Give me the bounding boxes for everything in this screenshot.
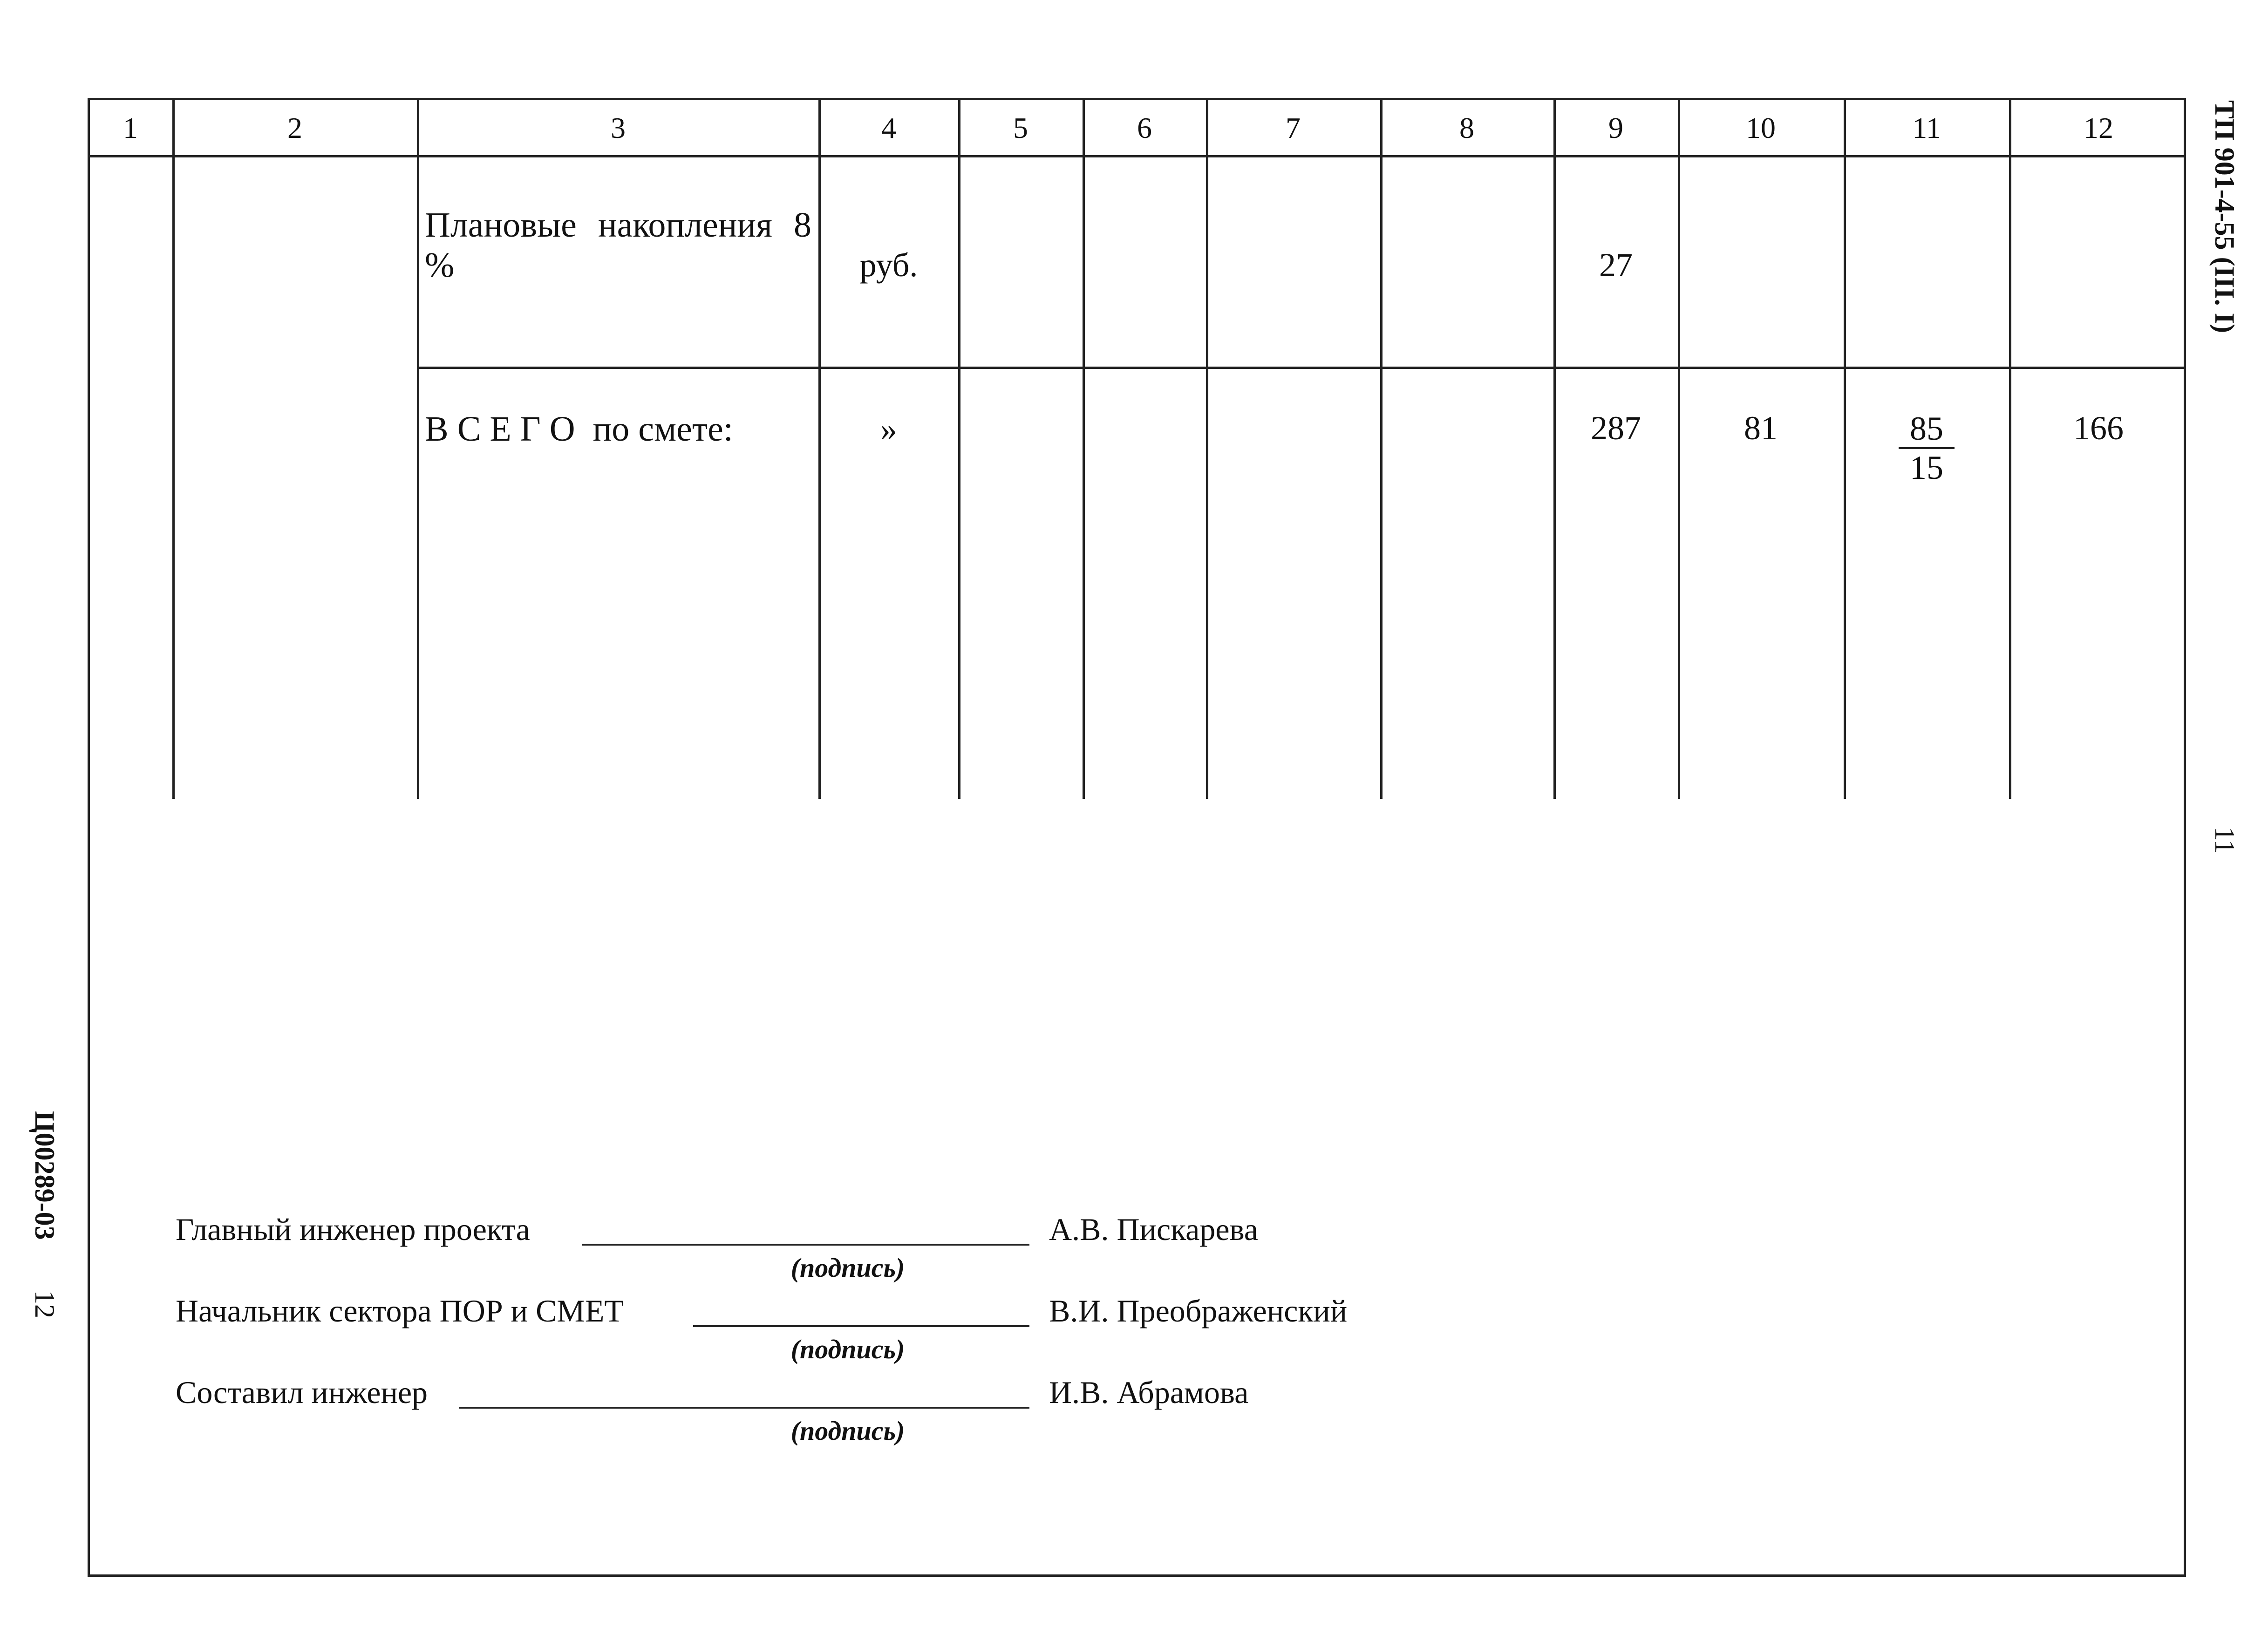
col-line-4 — [958, 98, 960, 799]
fraction-numerator: 85 — [1899, 410, 1955, 449]
signature-name-1: А.В. Пискарева — [1049, 1212, 1258, 1247]
column-header-6: 6 — [1137, 111, 1152, 144]
row1-col9-value: 27 — [1599, 246, 1633, 284]
col-line-2 — [417, 98, 419, 799]
row1-description: Плановые накопления 8 % — [425, 205, 811, 285]
row1-unit: руб. — [859, 246, 918, 284]
col-line-9 — [1678, 98, 1680, 799]
column-header-4: 4 — [881, 111, 896, 144]
signature-title-3: Составил инженер — [176, 1375, 428, 1410]
col-line-7 — [1380, 98, 1383, 799]
col-line-6 — [1206, 98, 1208, 799]
col-line-3 — [818, 98, 821, 799]
column-header-12: 12 — [2084, 111, 2113, 144]
row2-col9-value: 287 — [1591, 409, 1641, 447]
row2-description: В С Е Г О по смете: — [425, 409, 733, 449]
col-line-1 — [172, 98, 175, 799]
column-header-2: 2 — [287, 111, 302, 144]
col-line-11 — [2009, 98, 2011, 799]
page-frame — [88, 98, 2186, 1577]
signature-hint-3: (подпись) — [790, 1416, 905, 1446]
right-doc-code: ТП 901-4-55 (III. I) — [2209, 100, 2240, 334]
column-header-1: 1 — [123, 111, 138, 144]
column-header-5: 5 — [1013, 111, 1028, 144]
column-header-7: 7 — [1286, 111, 1301, 144]
signature-title-1: Главный инженер проекта — [176, 1212, 530, 1247]
column-header-10: 10 — [1746, 111, 1776, 144]
signature-line-3 — [459, 1407, 1029, 1409]
row2-unit: » — [880, 410, 897, 448]
signature-line-2 — [693, 1325, 1029, 1327]
column-header-3: 3 — [611, 111, 626, 144]
left-page-number: 12 — [29, 1290, 60, 1318]
signature-line-1 — [582, 1244, 1029, 1246]
row2-col11-fraction — [1880, 410, 1973, 486]
header-bottom-line — [88, 155, 2186, 157]
left-stamp-code: Ц00289-03 — [29, 1111, 60, 1240]
fraction-denominator: 15 — [1910, 449, 1943, 486]
signature-title-2: Начальник сектора ПОР и СМЕТ — [176, 1293, 624, 1328]
row-divider-line — [418, 367, 2186, 369]
row2-col12-value: 166 — [2073, 409, 2124, 447]
signature-name-2: В.И. Преображенский — [1049, 1293, 1348, 1328]
signature-hint-1: (подпись) — [790, 1253, 905, 1283]
col-line-5 — [1083, 98, 1085, 799]
signature-hint-2: (подпись) — [790, 1334, 905, 1364]
col-line-8 — [1553, 98, 1556, 799]
row2-col10-value: 81 — [1744, 409, 1778, 447]
signature-name-3: И.В. Абрамова — [1049, 1375, 1249, 1410]
col-line-10 — [1844, 98, 1846, 799]
right-page-number: 11 — [2209, 827, 2240, 854]
column-header-8: 8 — [1459, 111, 1474, 144]
column-header-9: 9 — [1608, 111, 1623, 144]
column-header-11: 11 — [1912, 111, 1941, 144]
